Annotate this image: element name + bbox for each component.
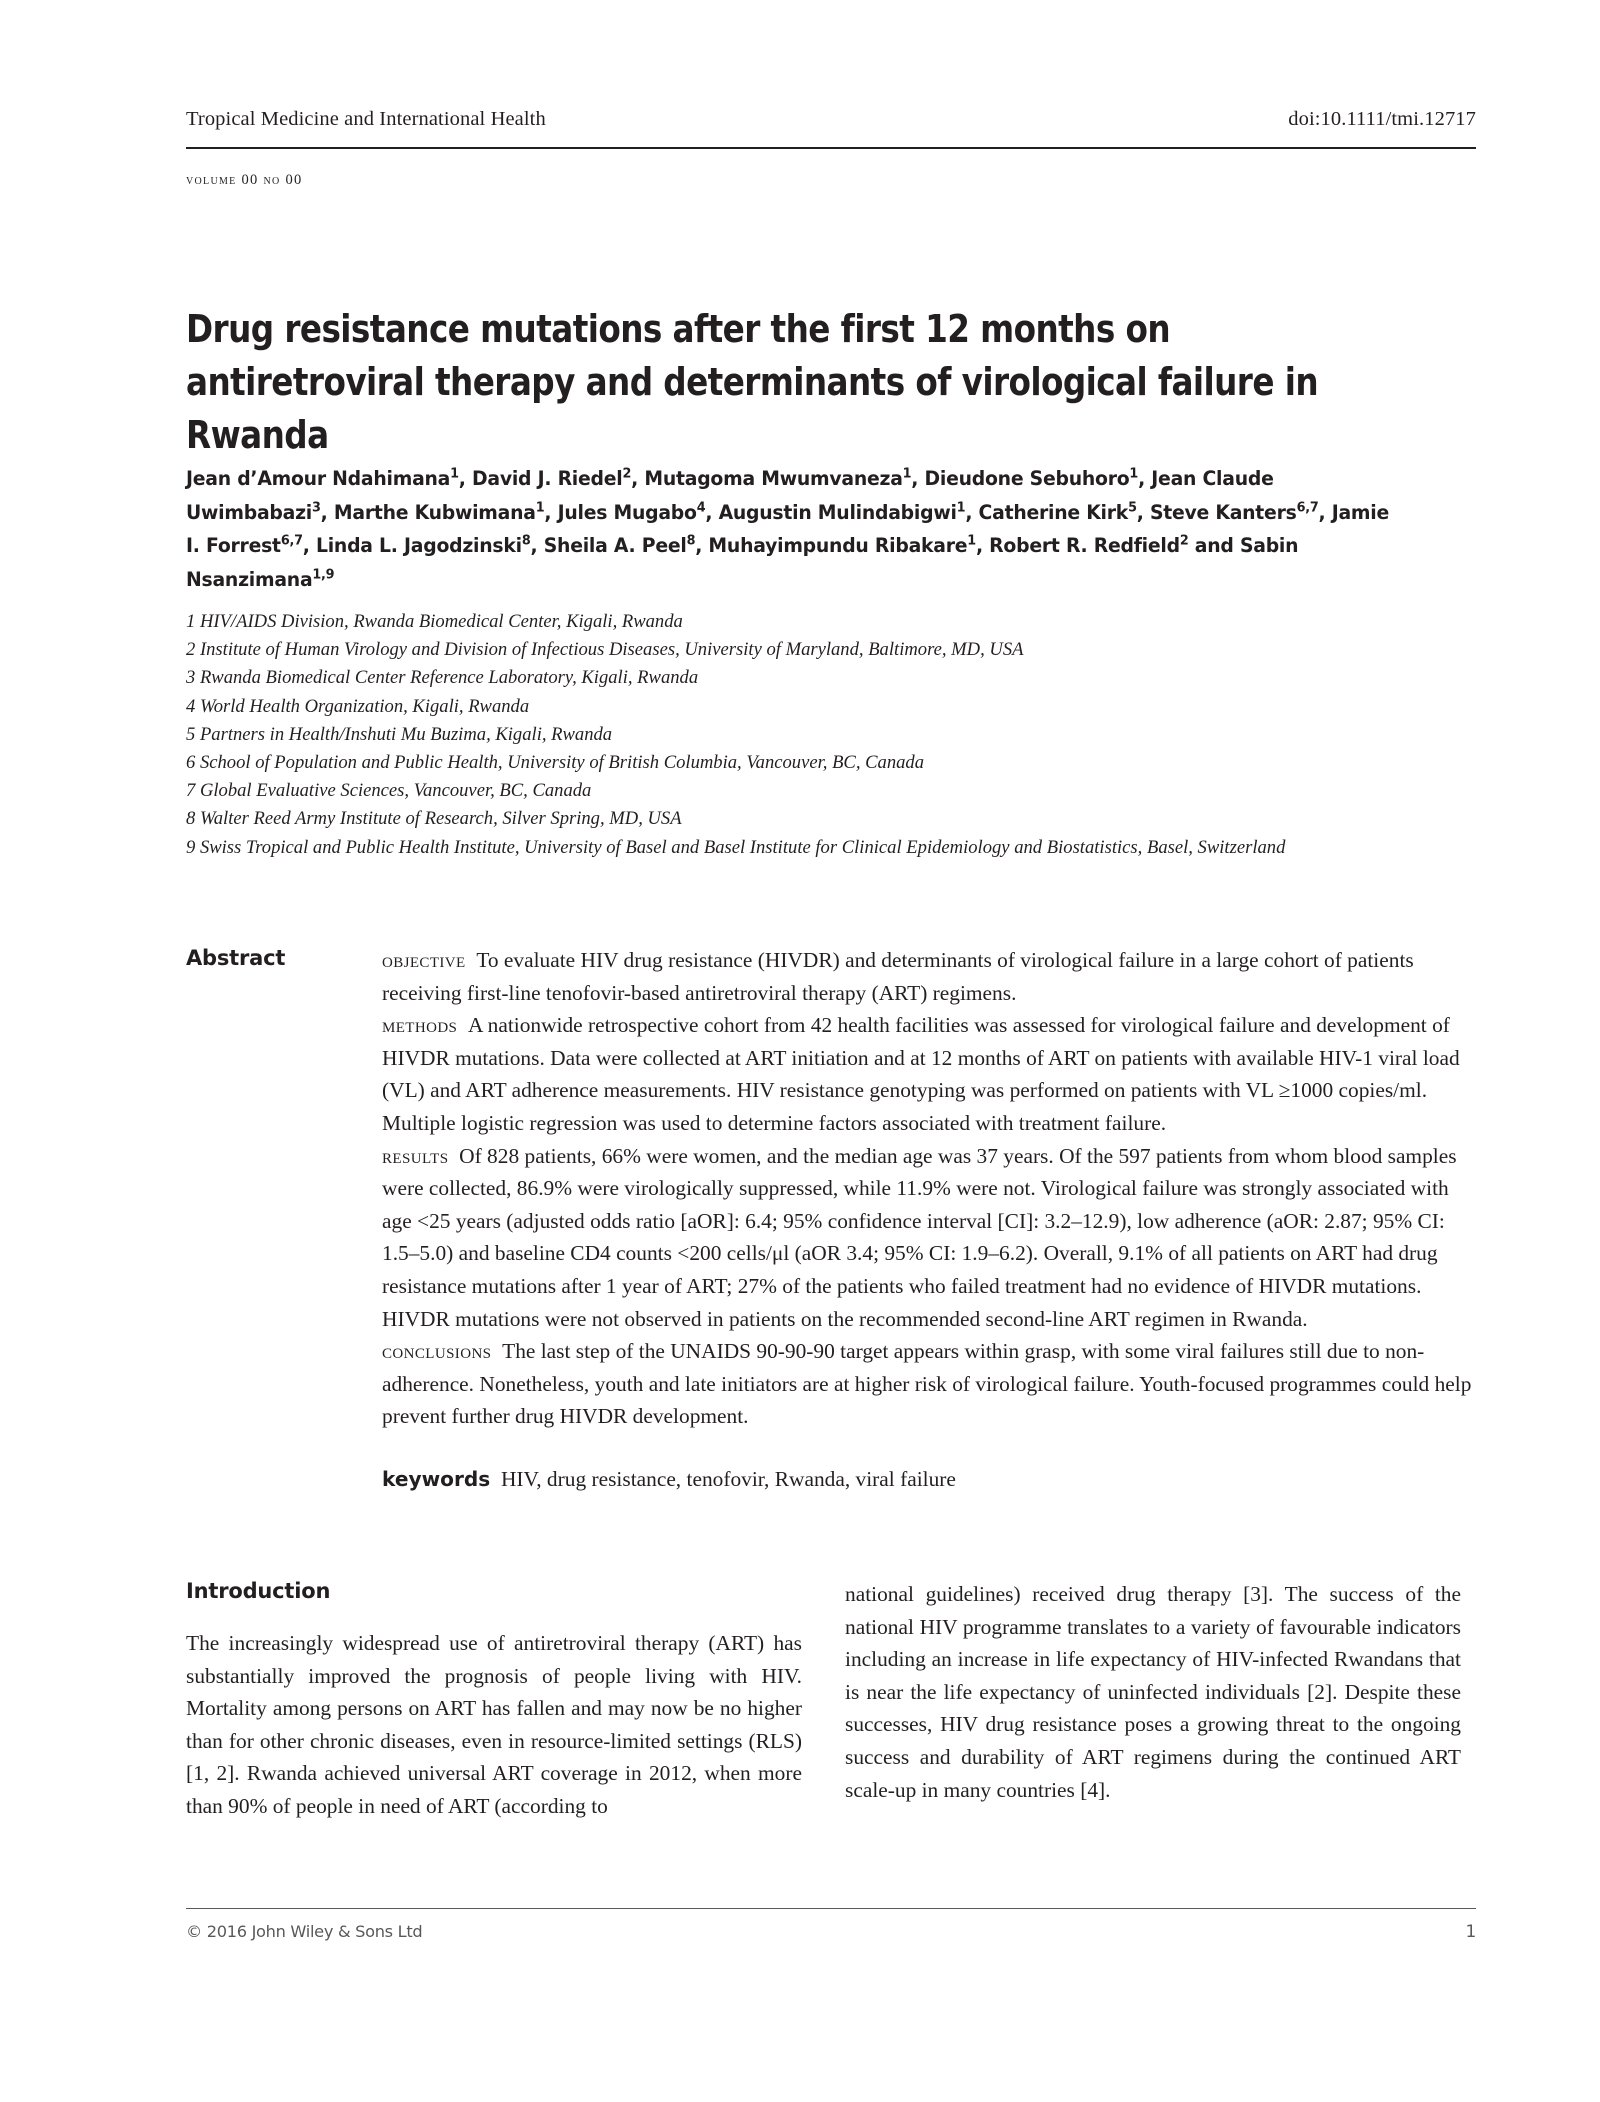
affiliation-item: 1 HIV/AIDS Division, Rwanda Biomedical Center, Kigali, Rwanda [186,611,683,632]
abstract-section-text: The last step of the UNAIDS 90-90-90 target appears within grasp, with some viral failures still due to non-adherence. Nonetheless, youth and late initiators are at higher risk of virological failure. Youth-focused programmes could help prevent further drug HIVDR development. [382,1339,1472,1429]
running-head [186,108,1476,131]
keywords-label: keywords [382,1466,491,1491]
section-heading-introduction: Introduction [186,1579,331,1603]
abstract-section-heading: conclusions [382,1339,492,1364]
keywords-line [382,1463,1472,1496]
abstract-section-heading: methods [382,1013,458,1038]
abstract-label: Abstract [186,946,286,970]
affiliation-item: 4 World Health Organization, Kigali, Rwanda [186,695,530,717]
author-list: Jean d’Amour Ndahimana$^1$, David J. Riedel$^2$, Mutagoma Mwumvaneza$^1$, Dieudone Sebuhoro$^1$, Jean Claude Uwimbabazi$^3$, Marthe Kubwimana$^1$, Jules Mugabo$^4$, Augustin Mulindabigwi$^1$, Catherine Kirk$^5$, Steve Kanters$^{6,7}$, Jamie I. Forrest$^{6,7}$, Linda L. Jagodzinski$^8$, Sheila A. Peel$^8$, Muhayimpundu Ribakare$^1$, Robert R. Redfield$^2$ and Sabin Nsanzimana$^{1,9}$ [186,466,1390,591]
page-title: Drug resistance mutations after the first 12 months on antiretroviral therapy and determinants of virological failure in Rwanda [186,307,1319,458]
volume-issue-line: volume 00 no 00 [186,172,303,188]
affiliation-item: 3 Rwanda Biomedical Center Reference Laboratory, Kigali, Rwanda [186,667,699,689]
abstract-section [382,1140,1472,1336]
affiliation-item: 5 Partners in Health/Inshuti Mu Buzima, Kigali, Rwanda [186,723,613,745]
abstract-section [382,1009,1472,1139]
paragraph: The increasingly widespread use of antiretroviral therapy (ART) has substantially improved the prognosis of people living with HIV. Mortality among persons on ART has fallen and may now be no higher than for other chronic diseases, even in resource-limited settings (RLS) [1, 2]. Rwanda achieved universal ART coverage in 2012, when more than 90% of people in need of ART (according to [186,1631,802,1818]
abstract-section [382,1335,1472,1433]
abstract-section-text: A nationwide retrospective cohort from 42 health facilities was assessed for virological failure and development of HIVDR mutations. Data were collected at ART initiation and at 12 months of ART on patients with available HIV-1 viral load (VL) and ART adherence measurements. HIV resistance genotyping was performed on patients with VL ≥1000 copies/ml. Multiple logistic regression was used to determine factors associated with treatment failure. [382,1013,1460,1135]
abstract-body [382,944,1472,1496]
keywords-text: HIV, drug resistance, tenofovir, Rwanda, viral failure [500,1466,956,1491]
abstract-section [382,944,1472,1009]
paragraph: national guidelines) received drug therapy [3]. The success of the national HIV programme translates to a variety of favourable indicators including an increase in life expectancy of HIV-infected Rwandans that is near the life expectancy of uninfected individuals [2]. Despite these successes, HIV drug resistance poses a growing threat to the ongoing success and durability of ART regimens during the continued ART scale-up in many countries [4]. [845,1582,1461,1802]
abstract-section-text: To evaluate HIV drug resistance (HIVDR) and determinants of virological failure in a large cohort of patients receiving first-line tenofovir-based antiretroviral therapy (ART) regimens. [382,948,1414,1005]
page-number: 1 [1465,1922,1476,1942]
page-footer [186,1922,1476,1942]
copyright-text: © 2016 John Wiley & Sons Ltd [186,1922,423,1941]
doi-text: doi:10.1111/tmi.12717 [1288,108,1476,130]
abstract-section-text: Of 828 patients, 66% were women, and the median age was 37 years. Of the 597 patients from whom blood samples were collected, 86.9% were virologically suppressed, while 11.9% were not. Virological failure was strongly associated with age <25 years (adjusted odds ratio [aOR]: 6.4; 95% confidence interval [CI]: 3.2–12.9), low adherence (aOR: 2.87; 95% CI: 1.5–5.0) and baseline CD4 counts <200 cells/μl (aOR 3.4; 95% CI: 1.9–6.2). Overall, 9.1% of all patients on ART had drug resistance mutations after 1 year of ART; 27% of the patients who failed treatment had no evidence of HIVDR mutations. HIVDR mutations were not observed in patients on the recommended second-line ART regimen in Rwanda. [382,1143,1457,1331]
affiliation-item: 6 School of Population and Public Health, University of British Columbia, Vancouver, BC, Canada [186,752,925,774]
abstract-section-heading: objective [382,948,466,972]
affiliation-list [186,608,1486,862]
journal-name: Tropical Medicine and International Health [186,108,546,130]
affiliation-item: 9 Swiss Tropical and Public Health Institute, University of Basel and Basel Institute for Clinical Epidemiology and Biostatistics, Basel, Switzerland [186,836,1286,858]
affiliation-item: 8 Walter Reed Army Institute of Research, Silver Spring, MD, USA [186,808,682,830]
abstract-section-heading: results [382,1143,449,1168]
intro-column-right [845,1578,1461,1806]
affiliation-item: 7 Global Evaluative Sciences, Vancouver, BC, Canada [186,780,592,802]
header-rule [186,147,1476,149]
intro-column-left [186,1627,802,1823]
footer-rule [186,1908,1476,1909]
affiliation-item: 2 Institute of Human Virology and Division of Infectious Diseases, University of Maryland, Baltimore, MD, USA [186,639,1024,661]
